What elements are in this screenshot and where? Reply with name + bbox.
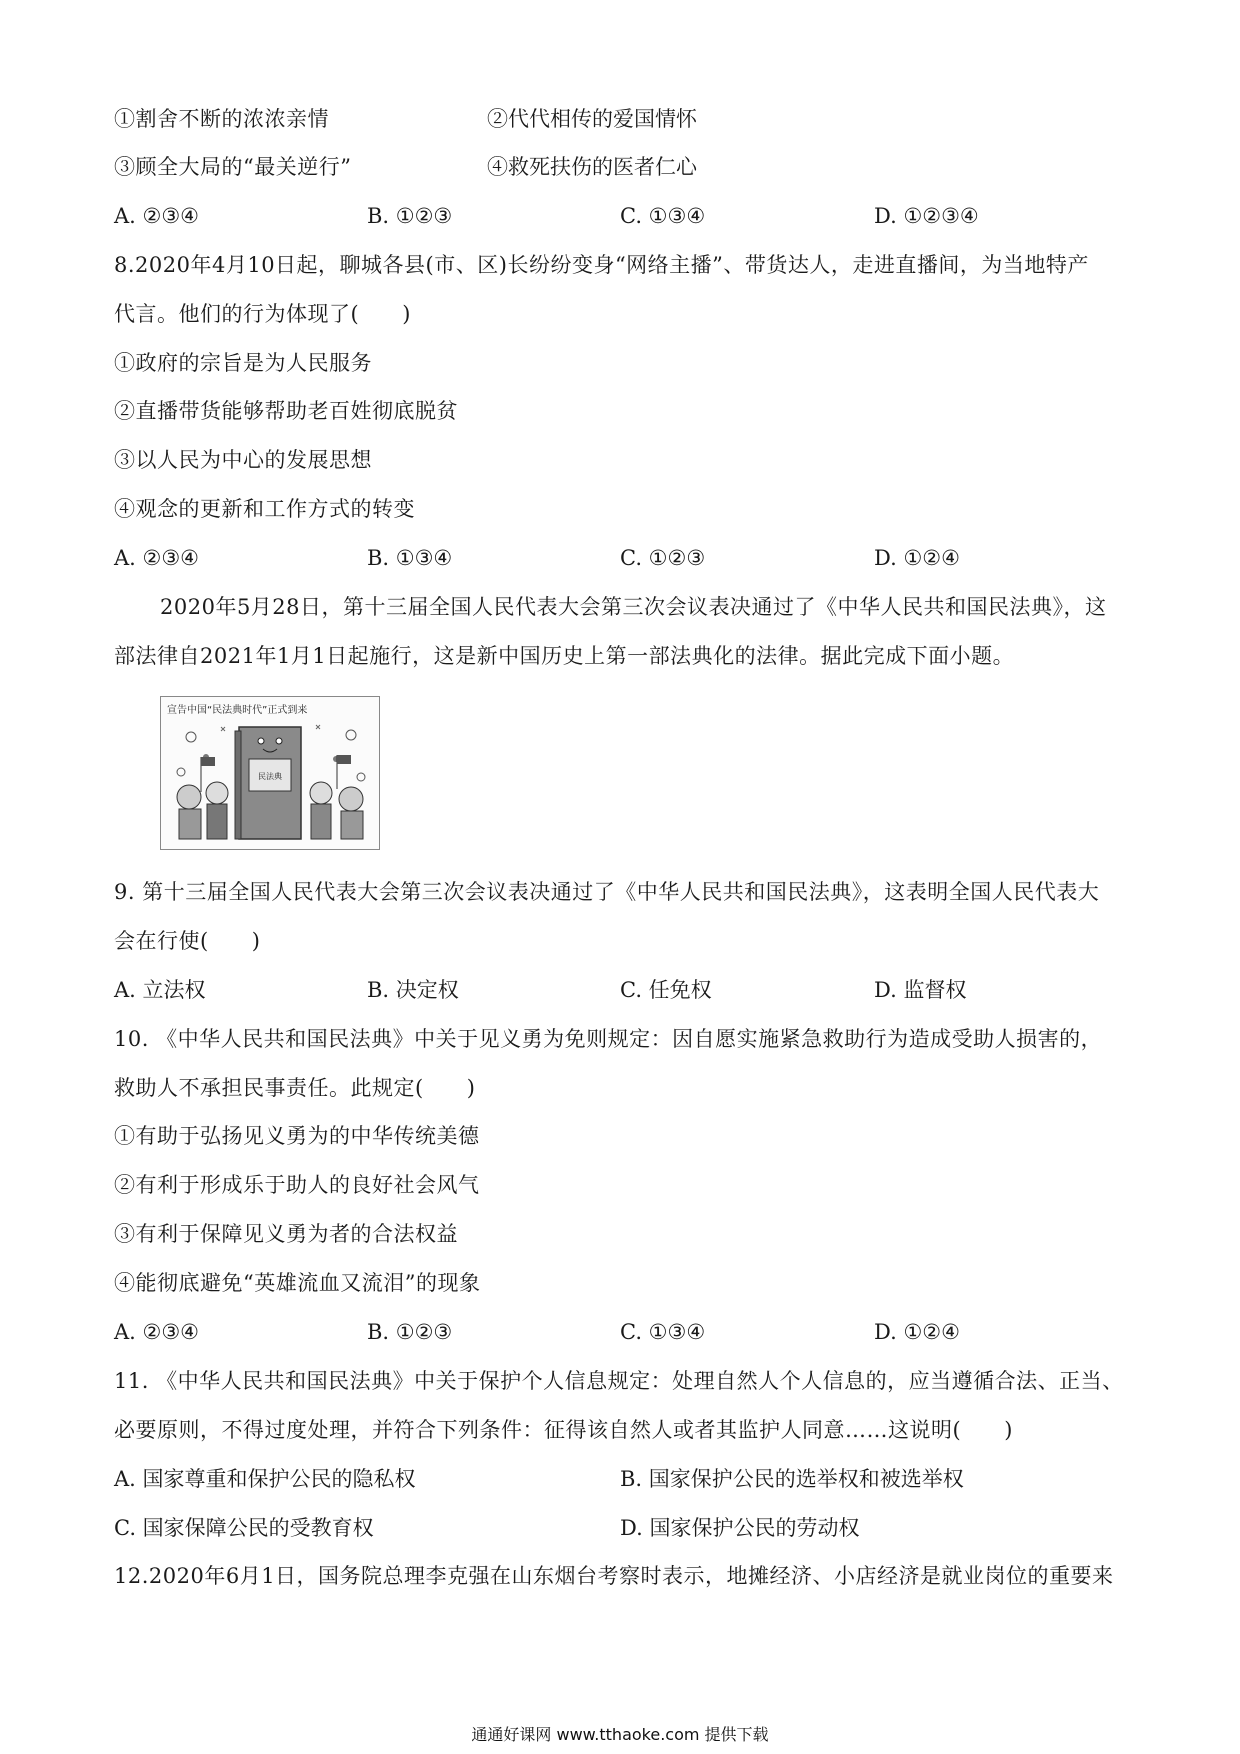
figure-caption: 宣告中国“民法典时代”正式到来 (167, 705, 308, 716)
q10-choice-a: A. ②③④ (114, 1320, 199, 1344)
q9-choice-c: C. 任免权 (620, 978, 712, 1002)
q11-choice-d: D. 国家保护公民的劳动权 (620, 1516, 860, 1540)
q7-statement-2: ②代代相传的爱国情怀 (487, 107, 697, 131)
q10-choice-c: C. ①③④ (620, 1320, 706, 1344)
cartoon-illustration (161, 697, 379, 849)
q11-choice-a: A. 国家尊重和保护公民的隐私权 (114, 1467, 416, 1491)
q8-statement-3: ③以人民为中心的发展思想 (114, 448, 372, 472)
q9-choice-b: B. 决定权 (367, 978, 459, 1002)
q9-stem-line-2: 会在行使( ) (114, 929, 261, 953)
q8-stem-line-1: 8.2020年4月10日起，聊城各县(市、区)长纷纷变身“网络主播”、带货达人，走进直播间，为当地特产 (114, 253, 1089, 277)
q7-statement-3: ③顾全大局的“最关逆行” (114, 155, 352, 179)
q10-statement-4: ④能彻底避免“英雄流血又流泪”的现象 (114, 1271, 481, 1295)
q11-choice-c: C. 国家保障公民的受教育权 (114, 1516, 374, 1540)
intro-line-1: 2020年5月28日，第十三届全国人民代表大会第三次会议表决通过了《中华人民共和国民法典》，这 (160, 595, 1107, 619)
q10-statement-1: ①有助于弘扬见义勇为的中华传统美德 (114, 1124, 480, 1148)
q10-stem-line-2: 救助人不承担民事责任。此规定( ) (114, 1076, 476, 1100)
q10-choice-b: B. ①②③ (367, 1320, 453, 1344)
q8-statement-1: ①政府的宗旨是为人民服务 (114, 351, 372, 375)
q11-stem-line-1: 11. 《中华人民共和国民法典》中关于保护个人信息规定：处理自然人个人信息的，应当遵循合法、正当、 (114, 1369, 1124, 1393)
q8-stem-line-2: 代言。他们的行为体现了( ) (114, 302, 411, 326)
q8-choice-a: A. ②③④ (114, 546, 199, 570)
intro-line-2: 部法律自2021年1月1日起施行，这是新中国历史上第一部法典化的法律。据此完成下面小题。 (114, 644, 1015, 668)
page-footer: 通通好课网 www.tthaoke.com 提供下载 (471, 1725, 769, 1744)
q8-choice-c: C. ①②③ (620, 546, 706, 570)
q7-choice-c: C. ①③④ (620, 204, 706, 228)
q8-choice-d: D. ①②④ (874, 546, 960, 570)
q7-choice-a: A. ②③④ (114, 204, 199, 228)
q8-statement-4: ④观念的更新和工作方式的转变 (114, 497, 415, 521)
q9-choice-d: D. 监督权 (874, 978, 967, 1002)
q7-choice-b: B. ①②③ (367, 204, 453, 228)
q10-statement-3: ③有利于保障见义勇为者的合法权益 (114, 1222, 458, 1246)
q12-stem-line-1: 12.2020年6月1日，国务院总理李克强在山东烟台考察时表示，地摊经济、小店经济是就业岗位的重要来 (114, 1564, 1114, 1588)
civil-code-cartoon (160, 696, 380, 850)
q8-statement-2: ②直播带货能够帮助老百姓彻底脱贫 (114, 399, 458, 423)
q8-choice-b: B. ①③④ (367, 546, 453, 570)
q10-statement-2: ②有利于形成乐于助人的良好社会风气 (114, 1173, 480, 1197)
book-label: 民法典 (258, 772, 282, 781)
q11-choice-b: B. 国家保护公民的选举权和被选举权 (620, 1467, 964, 1491)
q10-choice-d: D. ①②④ (874, 1320, 960, 1344)
q11-stem-line-2: 必要原则，不得过度处理，并符合下列条件：征得该自然人或者其监护人同意……这说明( ) (114, 1418, 1013, 1442)
q10-stem-line-1: 10. 《中华人民共和国民法典》中关于见义勇为免则规定：因自愿实施紧急救助行为造成受助人损害的， (114, 1027, 1103, 1051)
q9-stem-line-1: 9. 第十三届全国人民代表大会第三次会议表决通过了《中华人民共和国民法典》，这表明全国人民代表大 (114, 880, 1100, 904)
q7-choice-d: D. ①②③④ (874, 204, 979, 228)
q7-statement-4: ④救死扶伤的医者仁心 (487, 155, 697, 179)
q7-statement-1: ①割舍不断的浓浓亲情 (114, 107, 329, 131)
q9-choice-a: A. 立法权 (114, 978, 206, 1002)
